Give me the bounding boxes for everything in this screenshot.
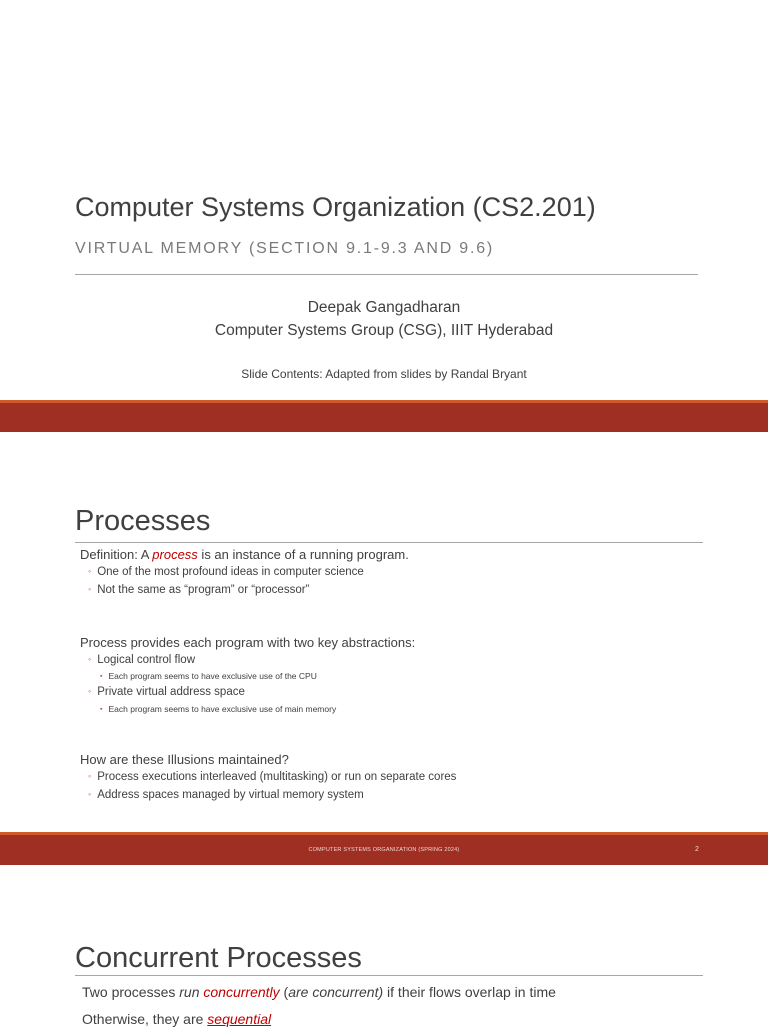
definition-prefix: Definition: A bbox=[80, 547, 153, 562]
definition-line bbox=[80, 547, 409, 562]
illusions-bullet: ◦ Process executions interleaved (multitasking) or run on separate cores bbox=[88, 771, 456, 783]
slide1-title: Computer Systems Organization (CS2.201) bbox=[75, 192, 596, 222]
definition-term: process bbox=[152, 547, 198, 562]
slide3-title: Concurrent Processes bbox=[75, 942, 362, 974]
slide2-title: Processes bbox=[75, 505, 211, 537]
slide2-footer-highlight bbox=[0, 832, 768, 835]
slide1-footer-highlight bbox=[0, 400, 768, 403]
illusions-bullet: ◦ Address spaces managed by virtual memory system bbox=[88, 789, 364, 801]
illusions-lead: How are these Illusions maintained? bbox=[80, 752, 289, 767]
text-run-italic: are concurrent) bbox=[288, 984, 384, 1000]
text-run: ( bbox=[279, 984, 289, 1000]
footer-course-text: COMPUTER SYSTEMS ORGANIZATION (SPRING 2024) bbox=[308, 847, 460, 853]
slide1-footer-band bbox=[0, 400, 768, 432]
abstraction-bullet: ◦ Logical control flow bbox=[88, 654, 195, 666]
text-run: Two processes bbox=[82, 984, 180, 1000]
abstraction-sub-bullet: ▪ Each program seems to have exclusive use of the CPU bbox=[100, 671, 317, 681]
text-run: Otherwise, they are bbox=[82, 1011, 208, 1027]
sequential-definition bbox=[82, 1011, 271, 1027]
definition-bullet: ◦ One of the most profound ideas in computer science bbox=[88, 566, 364, 578]
author-name: Deepak Gangadharan bbox=[307, 299, 461, 316]
text-run: if their flows overlap in time bbox=[383, 984, 556, 1000]
abstraction-bullet: ◦ Private virtual address space bbox=[88, 686, 245, 698]
slide1-divider bbox=[75, 274, 698, 275]
abstractions-lead: Process provides each program with two key abstractions: bbox=[80, 635, 416, 650]
definition-bullet: ◦ Not the same as “program” or “processor” bbox=[88, 584, 309, 596]
term-sequential: sequential bbox=[207, 1011, 272, 1027]
slide2-divider bbox=[75, 542, 703, 543]
footer-page-number: 2 bbox=[695, 846, 699, 853]
abstraction-sub-bullet: ▪ Each program seems to have exclusive use of main memory bbox=[100, 704, 336, 714]
slide1-subtitle: VIRTUAL MEMORY (SECTION 9.1-9.3 AND 9.6) bbox=[75, 240, 495, 257]
slide-credit: Slide Contents: Adapted from slides by Randal Bryant bbox=[241, 367, 527, 381]
definition-suffix: is an instance of a running program. bbox=[197, 547, 409, 562]
author-affiliation: Computer Systems Group (CSG), IIIT Hyderabad bbox=[214, 322, 554, 339]
term-concurrently: concurrently bbox=[203, 984, 280, 1000]
slide3-divider bbox=[75, 975, 703, 976]
concurrency-definition bbox=[82, 984, 556, 1000]
text-run-italic: run bbox=[179, 984, 204, 1000]
